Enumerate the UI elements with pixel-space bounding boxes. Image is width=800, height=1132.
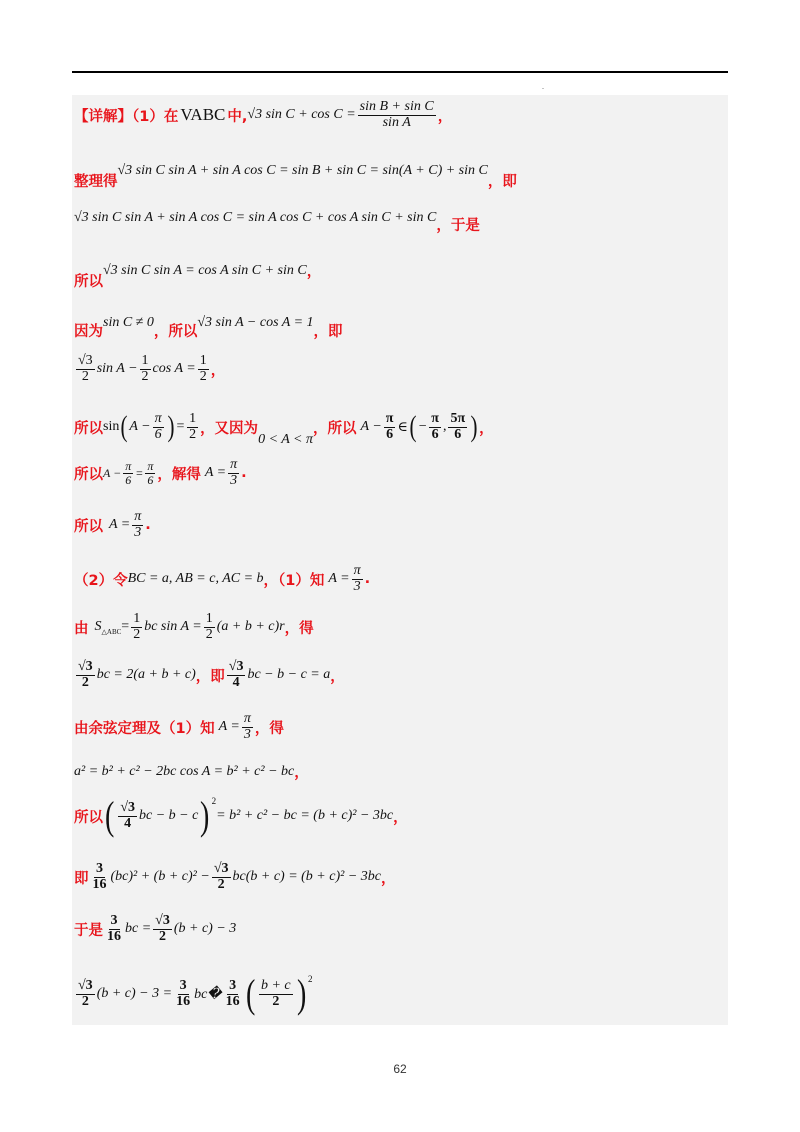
eq-13: A = (218, 719, 240, 735)
eq-2: √3 sin C sin A + sin A cos C = sin B + sin C = sin(A + C) + sin C (117, 162, 488, 178)
fraction-num: π (431, 410, 439, 426)
right-paren-3: ) (200, 793, 210, 838)
fraction-num: π (385, 410, 394, 426)
fraction-den: 2 (81, 674, 89, 690)
solution-line-16 (74, 862, 396, 892)
label-comma-4: ， (479, 420, 494, 437)
fraction-3-16 (91, 862, 109, 892)
page-number: 62 (393, 1062, 407, 1076)
fraction-num: 1 (199, 353, 207, 368)
fraction-num: 5π (450, 410, 466, 426)
fraction-num: 1 (189, 410, 197, 426)
fraction-num: 3 (179, 977, 187, 993)
fraction-num: π (154, 410, 162, 426)
eq-5b: √3 sin A − cos A = 1 (197, 314, 314, 330)
fraction-den: 2 (205, 626, 213, 642)
eq-14: a² = b² + c² − 2bc cos A = b² + c² − bc (74, 763, 295, 779)
fraction-den: 6 (386, 426, 394, 442)
label-xiangjie: 【详解】（1）在 (74, 108, 179, 125)
eq-18b: bc� (194, 986, 222, 1002)
fraction-1-den: sin A (382, 114, 411, 130)
solution-line-12 (74, 660, 345, 690)
eq-7-range: 0 < A < π (258, 432, 314, 447)
fraction-den: 3 (134, 524, 142, 540)
fraction-den: 6 (125, 472, 132, 487)
eq-6a: sin A − (96, 361, 138, 377)
fraction-bc-2 (259, 979, 293, 1009)
fraction-den: 2 (199, 368, 207, 384)
eq-17b: (b + c) − 3 (173, 921, 237, 937)
label-you: 由 (74, 620, 89, 637)
fraction-num: √3 (78, 353, 93, 368)
label-ji-3: ，即 (195, 668, 225, 685)
fraction-pi-3a (228, 458, 239, 488)
label-zhong: 中, (227, 108, 248, 125)
fraction-num: √3 (155, 913, 170, 928)
fraction-den: 16 (107, 928, 121, 944)
fraction-den: 2 (81, 993, 89, 1009)
label-comma-5: ， (330, 668, 345, 685)
fraction-num: √3 (120, 799, 136, 815)
eq-7-eq: = (175, 419, 186, 434)
fraction-den: 3 (230, 472, 238, 488)
label-comma-1: ， (437, 108, 453, 125)
solution-line-11 (74, 612, 314, 642)
exponent-2: 2 (211, 796, 217, 806)
fraction-sqrt3-2d (153, 914, 172, 944)
solution-line-13 (74, 712, 284, 742)
solution-line-6 (74, 354, 225, 384)
label-zhengli: 整理得 (74, 174, 118, 190)
label-period-1: . (241, 465, 247, 482)
eq-8c: A = (204, 465, 227, 481)
fraction-num: π (243, 711, 251, 726)
fraction-num: √3 (228, 659, 244, 674)
fraction-den: 6 (147, 472, 154, 487)
fraction-pi-6e (145, 460, 155, 486)
fraction-den: 4 (124, 815, 132, 831)
label-period-3: . (364, 571, 371, 588)
eq-11c: bc sin A = (144, 619, 202, 635)
solution-line-14 (74, 761, 309, 782)
eq-18a: (b + c) − 3 = (96, 986, 173, 1001)
fraction-1-2c (187, 412, 198, 442)
area-symbol: S (94, 618, 102, 634)
fraction-den: 2 (189, 426, 197, 442)
fraction-3-16b (105, 914, 123, 944)
fraction-den: 6 (431, 426, 439, 442)
fraction-den: 6 (454, 426, 462, 442)
fraction-sqrt3-2b (76, 660, 95, 690)
eq-15b: = b² + c² − bc = (b + c)² − 3bc (216, 808, 394, 823)
label-comma-2: ， (306, 264, 322, 280)
label-period-2: . (145, 517, 151, 534)
label-yuxian: 由余弦定理及（1）知 (74, 720, 215, 737)
label-suoyi-4: ，所以 (313, 420, 357, 437)
right-paren-4: ) (296, 971, 306, 1016)
right-paren: ) (167, 410, 175, 443)
fraction-3-16c (174, 979, 192, 1009)
fraction-num: √3 (213, 861, 229, 876)
exponent-2b: 2 (307, 974, 313, 984)
right-paren-2: ) (470, 410, 478, 443)
solution-line-10 (74, 564, 370, 594)
fraction-1-2b (198, 354, 209, 384)
label-suoyi-5: 所以 (74, 466, 103, 483)
fraction-sqrt3-4b (118, 801, 137, 831)
label-youyinwei: ，又因为 (200, 420, 259, 437)
label-yinwei: 因为 (74, 324, 103, 340)
left-paren-2: ( (409, 410, 417, 443)
triangle-abc: VABC (180, 105, 226, 125)
eq-7-neg: − (417, 419, 428, 434)
left-paren: ( (120, 410, 128, 443)
eq-7-in: ∈ (397, 419, 408, 435)
left-paren-4: ( (245, 971, 255, 1016)
fraction-num: 1 (205, 611, 213, 626)
fraction-den: 2 (141, 368, 149, 384)
solution-line-5 (74, 304, 343, 341)
fraction-pi-6b (384, 412, 396, 442)
label-part2: （2）令 (74, 572, 128, 589)
solution-line-1 (74, 100, 452, 130)
fraction-1-num: sin B + sin C (359, 99, 434, 114)
eq-11-eq: = (121, 619, 130, 635)
solution-line-3 (74, 200, 480, 235)
label-suoyi-6: 所以 (74, 518, 103, 535)
label-comma-6: ， (294, 765, 309, 781)
solution-line-15 (74, 793, 408, 838)
fraction-num: 3 (229, 977, 237, 993)
label-ji-2: ，即 (313, 324, 343, 340)
solution-line-9 (74, 510, 151, 540)
label-comma-3: ， (210, 362, 226, 379)
solution-line-18 (74, 971, 313, 1016)
fraction-pi-6d (123, 460, 133, 486)
fraction-num: √3 (78, 659, 93, 674)
fraction-num: π (147, 459, 154, 474)
header-rule (72, 71, 728, 73)
eq-4: √3 sin C sin A = cos A sin C + sin C (103, 262, 307, 278)
fraction-pi-6 (153, 412, 164, 442)
label-suoyi-1: 所以 (74, 274, 103, 290)
fraction-den: 2 (81, 368, 89, 384)
label-suoyi-7: 所以 (74, 809, 103, 826)
eq-1a: √3 sin C + cos C = (247, 107, 356, 123)
fraction-num: π (230, 457, 238, 472)
solution-line-17 (74, 914, 236, 944)
eq-16b: bc(b + c) = (b + c)² − 3bc (232, 869, 381, 885)
solution-line-8 (74, 458, 247, 488)
label-jiede: ，解得 (157, 466, 201, 483)
label-yushi-2: 于是 (74, 922, 103, 939)
eq-7-sin: sin (103, 419, 120, 434)
fraction-num: 3 (110, 913, 118, 928)
fraction-den: 3 (243, 726, 251, 742)
fraction-den: 2 (217, 876, 225, 892)
eq-17a: bc = (125, 921, 152, 937)
fraction-sqrt3-2c (212, 862, 231, 892)
solution-line-2 (74, 150, 517, 191)
label-de-2: ，得 (254, 720, 284, 737)
label-comma-8: ， (381, 870, 396, 887)
eq-12b: bc − b − c = a (247, 667, 331, 683)
eq-9: A = (109, 517, 131, 533)
label-de-1: ，得 (284, 620, 314, 637)
fraction-num: √3 (78, 977, 93, 993)
fraction-3-16d (224, 979, 242, 1009)
fraction-den: 3 (353, 578, 361, 594)
solution-line-7 (74, 406, 494, 448)
label-comma-7: ， (393, 809, 408, 826)
header-mark: . (542, 82, 544, 91)
label-ji-4: 即 (74, 870, 89, 887)
label-yushi: ，于是 (436, 218, 480, 234)
fraction-den: 4 (232, 674, 240, 690)
fraction-num: b + c (260, 977, 291, 993)
fraction-pi-3d (242, 712, 253, 742)
eq-15a: bc − b − c (139, 808, 199, 823)
fraction-pi-3b (132, 510, 143, 540)
fraction-sqrt3-4 (227, 660, 246, 690)
eq-7-a: A − (129, 419, 151, 434)
eq-7-comma: , (442, 419, 447, 434)
fraction-den: 2 (159, 928, 167, 944)
fraction-1-2a (140, 354, 151, 384)
solution-line-4 (74, 250, 321, 291)
fraction-sqrt3-2 (76, 354, 95, 384)
eq-11-s (95, 619, 122, 636)
eq-5a: sin C ≠ 0 (103, 314, 154, 330)
fraction-den: 6 (154, 426, 162, 442)
eq-6b: cos A = (152, 361, 196, 377)
label-suoyi-3: 所以 (74, 420, 103, 437)
fraction-den: 16 (225, 993, 240, 1009)
fraction-num: π (134, 509, 142, 524)
eq-10a: BC = a, AB = c, AC = b (127, 571, 264, 587)
fraction-sqrt3-2e (76, 979, 95, 1009)
label-suoyi-2: ，所以 (153, 324, 198, 340)
fraction-pi-3c (352, 564, 363, 594)
fraction-den: 16 (176, 993, 191, 1009)
fraction-num: 3 (96, 861, 103, 876)
label-part2b: ，（1）知 (263, 572, 325, 589)
fraction-5pi-6 (448, 412, 467, 442)
fraction-1 (358, 100, 436, 130)
eq-11d: (a + b + c)r (216, 619, 285, 635)
eq-12a: bc = 2(a + b + c) (96, 667, 196, 683)
eq-16a: (bc)² + (b + c)² − (110, 869, 210, 885)
eq-10b: A = (328, 571, 350, 587)
area-subscript: △ABC (101, 627, 122, 636)
eq-7-a2: A − (360, 419, 382, 434)
eq-8b: = (135, 465, 144, 480)
left-paren-3: ( (104, 793, 115, 838)
fraction-num: 1 (133, 611, 141, 626)
label-ji: ，即 (487, 174, 517, 190)
fraction-num: π (125, 459, 132, 474)
fraction-1-2e (204, 612, 215, 642)
fraction-pi-6c (429, 412, 441, 442)
fraction-num: 1 (141, 353, 149, 368)
fraction-den: 16 (92, 876, 107, 892)
fraction-den: 2 (272, 993, 280, 1009)
eq-3: √3 sin C sin A + sin A cos C = sin A cos C + cos A sin C + sin C (74, 209, 437, 225)
eq-8a: A − (103, 465, 122, 480)
fraction-num: π (353, 563, 361, 578)
fraction-1-2d (131, 612, 142, 642)
fraction-den: 2 (133, 626, 141, 642)
